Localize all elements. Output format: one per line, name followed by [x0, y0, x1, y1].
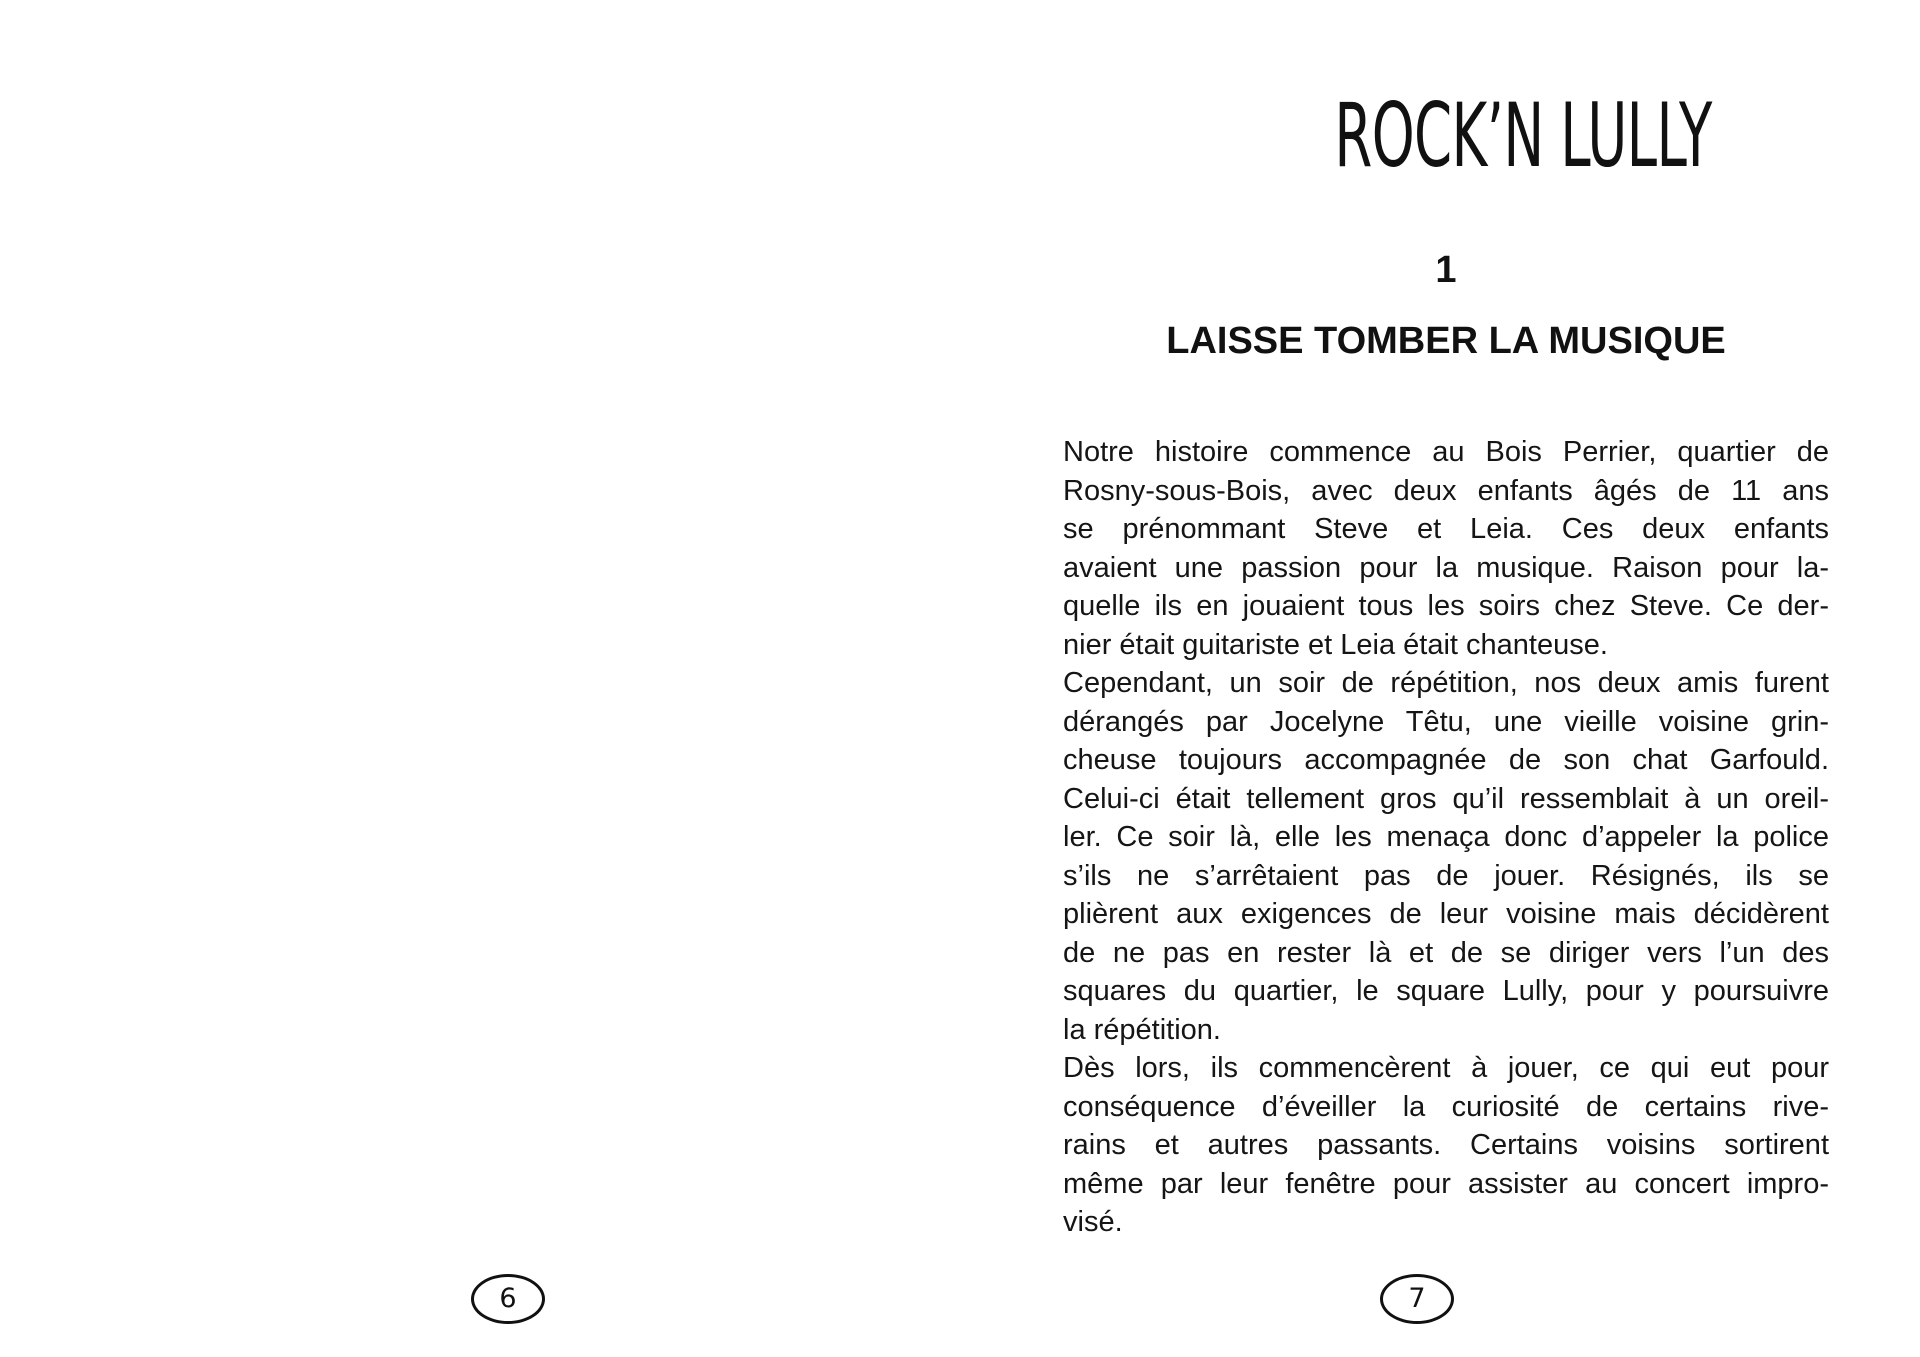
text-line: Cependant, un soir de répétition, nos deux amis furent	[1063, 667, 1829, 699]
text-line: quelle ils en jouaient tous les soirs chez Steve. Ce der-	[1063, 590, 1829, 622]
text-line: se prénommant Steve et Leia. Ces deux enfants	[1063, 513, 1829, 545]
text-line: Notre histoire commence au Bois Perrier, quartier de	[1063, 436, 1829, 468]
book-title: ROCK’N LULLY	[1334, 84, 1712, 187]
text-line: la répétition.	[1063, 1013, 1221, 1046]
text-line: visé.	[1063, 1206, 1123, 1238]
text-line: rains et autres passants. Certains voisins sortirent	[1063, 1129, 1829, 1161]
text-line: conséquence d’éveiller la curiosité de certains rive-	[1063, 1090, 1829, 1123]
text-line: s’ils ne s’arrêtaient pas de jouer. Résignés, ils se	[1063, 859, 1829, 892]
text-line: avaient une passion pour la musique. Raison pour la-	[1063, 551, 1829, 584]
chapter-body-text	[1063, 433, 1829, 1242]
text-line: squares du quartier, le square Lully, pour y poursuivre	[1063, 975, 1829, 1007]
text-line: cheuse toujours accompagnée de son chat Garfould.	[1063, 744, 1829, 776]
text-line: dérangés par Jocelyne Têtu, une vieille voisine grin-	[1063, 705, 1829, 738]
chapter-title: LAISSE TOMBER LA MUSIQUE	[1166, 320, 1726, 362]
text-line: de ne pas en rester là et de se diriger vers l’un des	[1063, 936, 1829, 969]
left-page-number: 6	[471, 1274, 545, 1324]
text-line: même par leur fenêtre pour assister au concert impro-	[1063, 1167, 1829, 1200]
text-line: ler. Ce soir là, elle les menaça donc d’appeler la police	[1063, 821, 1829, 853]
chapter-number: 1	[1435, 249, 1457, 291]
text-line: Rosny-sous-Bois, avec deux enfants âgés de 11 ans	[1063, 474, 1829, 507]
right-page-number: 7	[1380, 1274, 1454, 1324]
text-line: plièrent aux exigences de leur voisine mais décidèrent	[1063, 898, 1829, 930]
text-line: Celui-ci était tellement gros qu’il ressemblait à un oreil-	[1063, 782, 1829, 815]
text-line: nier était guitariste et Leia était chanteuse.	[1063, 628, 1608, 661]
text-line: Dès lors, ils commencèrent à jouer, ce qui eut pour	[1063, 1052, 1829, 1084]
